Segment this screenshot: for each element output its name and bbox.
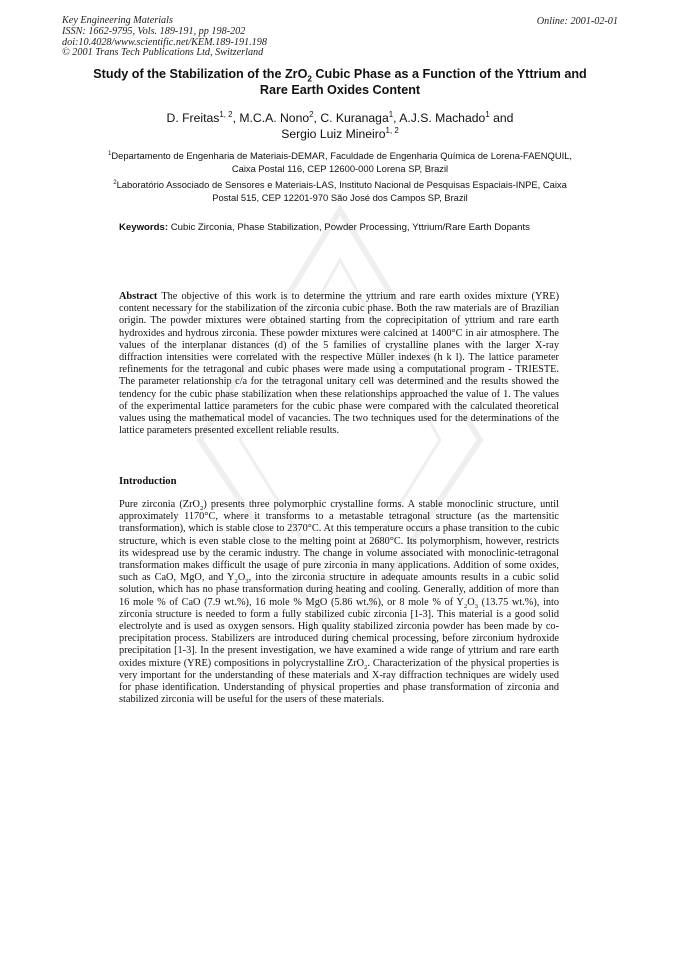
copyright-line: © 2001 Trans Tech Publications Ltd, Switzerland bbox=[62, 47, 264, 59]
introduction-body: Pure zirconia (ZrO$_2$) presents three polymorphic crystalline forms. A stable monoclinic structure, until approximately 1170°C, where it transforms to a metastable tetragonal structure (as the martensitic transformation), which is stable close to 2370°C. At this temperature occurs a phase transition to the cubic structure, which is even stable close to the melting point at 2680°C. Its polymorphism, however, restricts its widespread use by the ceramic industry. The change in volume associated with monoclinic-tetragonal transformation makes difficult the usage of pure zirconia in many applications. Addition of some oxides, such as CaO, MgO, and $Y_2O_3$, into the zirconia structure in adequate amounts results in a cubic solid solution, which has no phase transformation during heating and cooling. Generally, addition of more than 16 mole % of CaO (7.9 wt.%), 16 mole % MgO (5.86 wt.%), or 8 mole % of $Y_2O_3$ (13.75 wt.%), into zirconia structure is needed to form a fully stabilized cubic zirconia [1-3]. This material is a good solid electrolyte and is used as oxygen sensors. High quality stabilized zirconia powder has been made by co-precipitation process. Stabilizers are introduced during chemical processing, before zirconium hydroxide precipitation [1-3]. In the present investigation, we have examined a wide range of yttrium and rare earth oxides mixture (YRE) compositions in polycrystalline ZrO$_2$. Characterization of the physical properties is very important for the understanding of these materials and X-ray diffraction techniques are widely used for phase identification. Understanding of physical properties and phase transformation of zirconia and stabilized zirconia will be useful for the users of these materials. bbox=[119, 499, 560, 706]
author: A.J.S. Machado$^1$ and bbox=[399, 109, 514, 125]
journal-name: Key Engineering Materials bbox=[62, 15, 173, 26]
author: Sergio Luiz Mineiro$^{1, 2}$ bbox=[281, 125, 399, 141]
doi-link[interactable]: doi:10.4028/www.scientific.net/KEM.189-191.198 bbox=[62, 36, 267, 48]
issn-line: ISSN: 1662-9795, Vols. 189-191, pp 198-202 bbox=[62, 25, 246, 37]
online-date: Online: 2001-02-01 bbox=[536, 16, 618, 27]
author: C. Kuranaga$^1$, bbox=[320, 109, 400, 125]
keywords bbox=[119, 222, 530, 233]
abstract-section bbox=[119, 291, 559, 437]
keywords-label: Keywords: bbox=[119, 222, 169, 233]
affiliation-2: $^2$Laboratório Associado de Sensores e Materiais-LAS, Instituto Nacional de Pesquisas Espaciais-INPE, Caixa Postal 515, CEP 12201-970 São José dos Campos SP, Brazil bbox=[113, 178, 567, 203]
abstract-label: Abstract bbox=[119, 291, 158, 302]
section-heading-introduction: Introduction bbox=[119, 476, 177, 487]
affiliation-1: $^1$Departamento de Engenharia de Materiais-DEMAR, Faculdade de Engenharia Química de Lorena-FAENQUIL, Caixa Postal 116, CEP 12600-000 Lorena SP, Brazil bbox=[107, 149, 573, 174]
keywords-text: Cubic Zirconia, Phase Stabilization, Powder Processing, Yttrium/Rare Earth Dopants bbox=[170, 222, 530, 233]
author: M.C.A. Nono$^2$, bbox=[239, 109, 321, 125]
author: D. Freitas$^{1, 2}$, bbox=[166, 109, 240, 125]
paper-title: Study of the Stabilization of the ZrO$_2$ Cubic Phase as a Function of the Yttrium and Rare Earth Oxides Content bbox=[93, 67, 587, 97]
author-list bbox=[90, 110, 590, 142]
citation-header bbox=[62, 16, 267, 59]
abstract-body: The objective of this work is to determine the yttrium and rare earth oxides mixture (YRE) content necessary for the stabilization of the zirconia cubic phase. Both the raw materials are of Brazilian origin. The powder mixtures were obtained starting from the coprecipitation of yttrium and rare earth hydroxides and hydrous zirconia. These powder mixtures were calcined at 1400°C in air atmosphere. The values of the interplanar distances (d) of the 5 families of crystalline planes with the larger X-ray diffraction intensities were correlated with the respective Müller indexes (h k l). The lattice parameter refinements for the tetragonal and cubic phases were made using a computational program - TRIESTE. The parameter relationship c/a for the tetragonal unitary cell was determined and the results showed the tendency for the cubic phase stabilization when these relationships approached the value of 1. The values of the experimental lattice parameters for the cubic phase were compared with the calculated theoretical values using the mathematical model of vacancies. The two techniques used for the determinations of the lattice parameters presented excellent reliable results. bbox=[119, 291, 560, 437]
